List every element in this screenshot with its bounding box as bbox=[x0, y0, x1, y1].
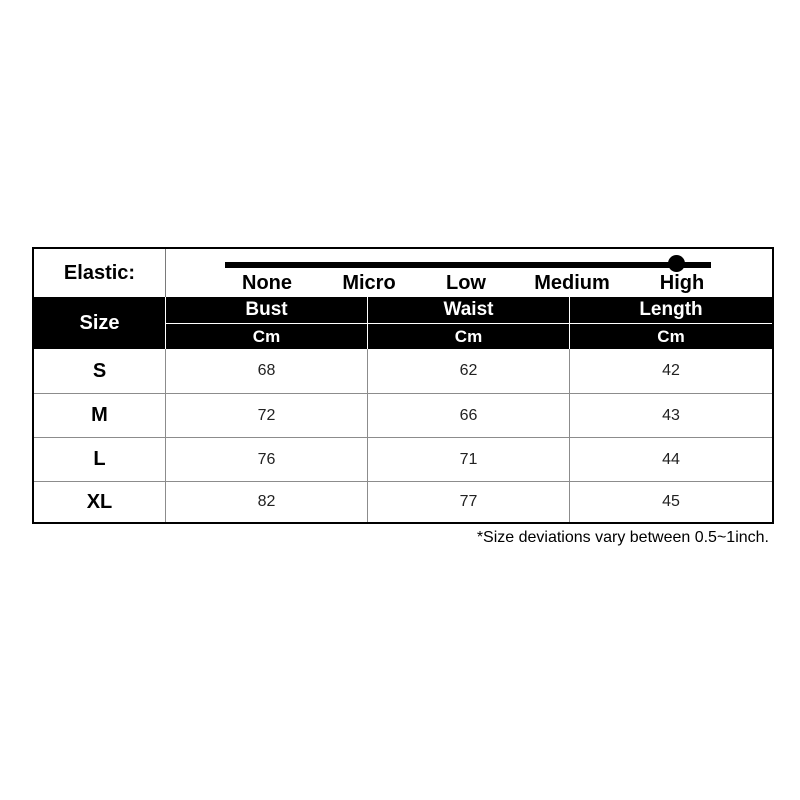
waist-value: 71 bbox=[459, 450, 478, 468]
length-value: 45 bbox=[662, 493, 680, 510]
length-column-header: Length bbox=[639, 299, 703, 320]
elastic-level-high: High bbox=[659, 272, 705, 294]
waist-column-header: Waist bbox=[443, 299, 494, 320]
bust-value: 82 bbox=[257, 493, 276, 510]
elastic-level-medium: Medium bbox=[534, 272, 610, 294]
elastic-level-none: None bbox=[242, 272, 292, 294]
elastic-level-low: Low bbox=[446, 272, 486, 294]
length-value: 42 bbox=[662, 362, 680, 379]
size-cell: XL bbox=[86, 490, 113, 513]
bust-value: 72 bbox=[257, 406, 276, 424]
bust-value: 76 bbox=[257, 450, 276, 468]
elastic-level-marker bbox=[668, 255, 685, 272]
elastic-level-micro: Micro bbox=[342, 272, 396, 294]
size-cell: L bbox=[93, 448, 106, 470]
bust-value: 68 bbox=[257, 362, 276, 379]
bust-unit: Cm bbox=[252, 326, 281, 346]
length-value: 44 bbox=[662, 450, 680, 468]
length-unit: Cm bbox=[657, 326, 685, 346]
size-cell: M bbox=[91, 404, 108, 426]
elastic-scale-bar bbox=[225, 262, 711, 268]
table-row bbox=[34, 437, 772, 481]
table-row bbox=[34, 349, 772, 393]
waist-value: 66 bbox=[459, 406, 478, 424]
length-value: 43 bbox=[662, 406, 680, 424]
elastic-scale bbox=[34, 249, 772, 297]
bust-column-header: Bust bbox=[245, 299, 288, 320]
size-cell: S bbox=[92, 359, 107, 382]
table-header bbox=[34, 297, 772, 349]
waist-unit: Cm bbox=[454, 326, 483, 346]
waist-value: 77 bbox=[459, 493, 478, 510]
table-row bbox=[34, 481, 772, 522]
size-chart bbox=[32, 247, 774, 524]
elastic-label: Elastic: bbox=[63, 261, 136, 284]
elastic-divider bbox=[165, 249, 166, 297]
size-column-header: Size bbox=[79, 311, 120, 334]
size-deviation-note: *Size deviations vary between 0.5~1inch. bbox=[476, 529, 769, 546]
table-row bbox=[34, 393, 772, 437]
waist-value: 62 bbox=[459, 362, 478, 379]
